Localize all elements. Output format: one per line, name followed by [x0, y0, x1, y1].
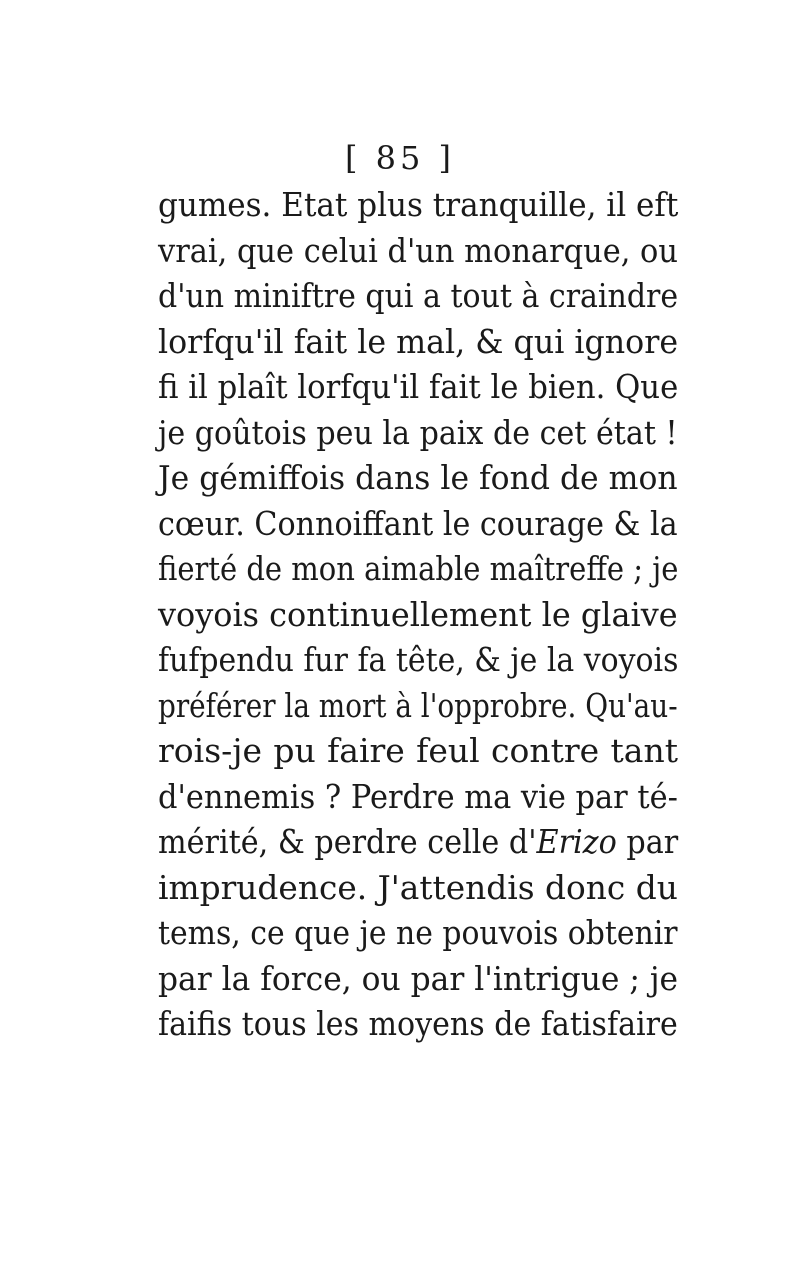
- text-line: cœur. Connoiffant le courage & la: [158, 503, 678, 543]
- text-line: faifis tous les moyens de fatisfaire: [158, 1004, 678, 1043]
- text-line: fierté de mon aimable maîtreffe ; je: [158, 549, 679, 588]
- text-line: tems, ce que je ne pouvois obtenir: [158, 913, 678, 952]
- text-line: gumes. Etat plus tranquille, il eft: [158, 185, 679, 224]
- text-line: je goûtois peu la paix de cet état !: [158, 412, 678, 452]
- body-text: [158, 182, 678, 1047]
- text-line: voyois continuellement le glaive: [158, 594, 678, 634]
- text-line: fufpendu fur fa tête, & je la voyois: [158, 640, 679, 679]
- text-line: par la force, ou par l'intrigue ; je: [158, 958, 679, 998]
- text-line: imprudence. J'attendis donc du: [158, 867, 678, 907]
- page-number: [ 85 ]: [344, 139, 456, 177]
- text-segment: par: [616, 822, 679, 861]
- text-line: fi il plaît lorfqu'il fait le bien. Que: [158, 367, 679, 406]
- text-line: préférer la mort à l'opprobre. Qu'au-: [158, 685, 678, 725]
- text-line: d'un miniftre qui a tout à craindre: [158, 276, 679, 315]
- text-line: vrai, que celui d'un monarque, ou: [158, 230, 678, 270]
- text-line: rois-je pu faire feul contre tant: [158, 731, 678, 770]
- text-line: d'ennemis ? Perdre ma vie par té-: [158, 776, 678, 816]
- text-line: Je gémiffois dans le fond de mon: [158, 458, 678, 497]
- text-line: lorfqu'il fait le mal, & qui ignore: [158, 321, 679, 361]
- text-line-with-name: [158, 819, 679, 865]
- text-segment: mérité, & perdre celle d': [158, 822, 537, 861]
- italic-name: Erizo: [536, 822, 617, 861]
